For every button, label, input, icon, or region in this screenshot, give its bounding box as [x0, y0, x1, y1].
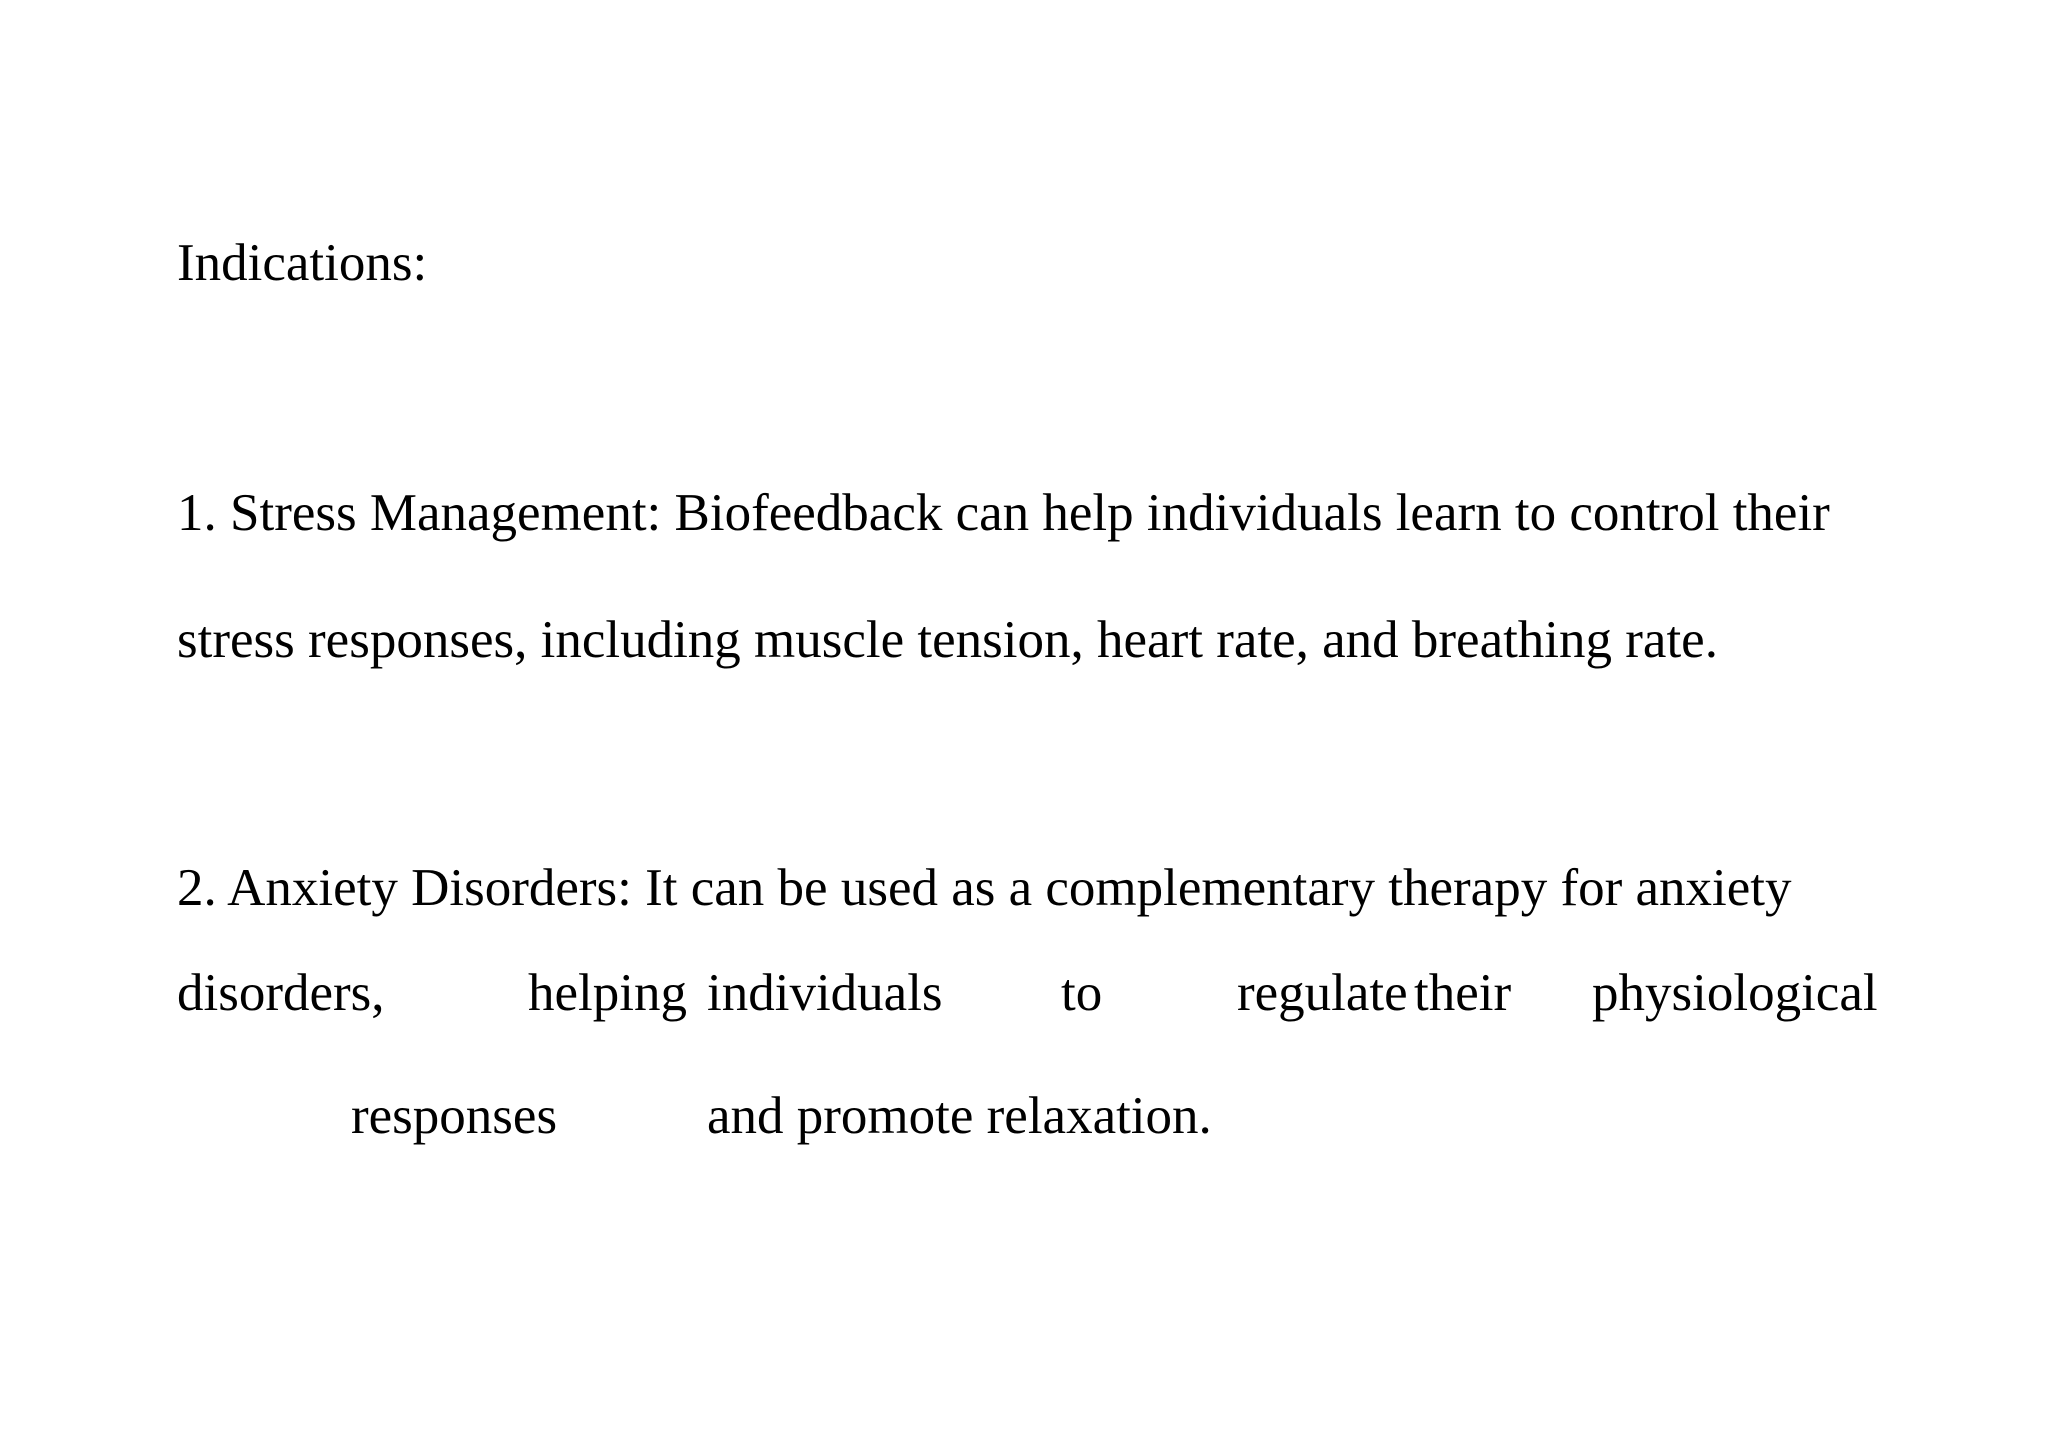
word: their: [1414, 964, 1512, 1022]
word: regulate: [1237, 964, 1408, 1022]
justified-paragraph-line: [0, 1085, 2048, 1147]
word: and promote relaxation.: [707, 1087, 1212, 1145]
word: helping: [528, 964, 687, 1022]
word: to: [1061, 964, 1103, 1022]
word: individuals: [707, 964, 943, 1022]
paragraph-line: 2. Anxiety Disorders: It can be used as a complementary therapy for anxiety: [177, 859, 1792, 917]
section-heading: Indications:: [177, 234, 428, 292]
word: responses: [351, 1087, 558, 1145]
paragraph-line: 1. Stress Management: Biofeedback can help individuals learn to control their: [177, 484, 1830, 542]
word: disorders,: [177, 964, 385, 1022]
word: physiological: [1592, 964, 1878, 1022]
paragraph-line: stress responses, including muscle tension, heart rate, and breathing rate.: [177, 611, 1718, 669]
justified-paragraph-line: [0, 962, 2048, 1024]
